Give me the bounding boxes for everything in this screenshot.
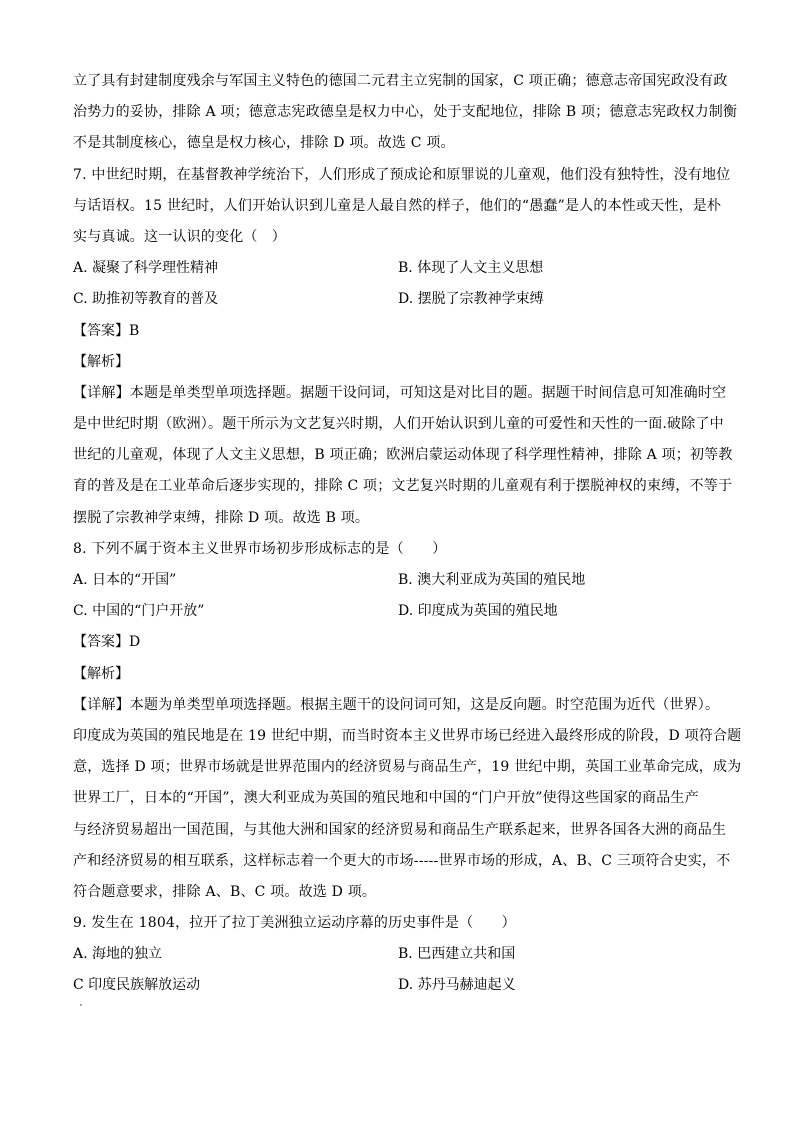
answer-label: 【答案】B xyxy=(73,322,140,339)
text-line: 不是其制度核心，德皇是权力核心，排除 D 项。故选 C 项。 xyxy=(73,135,455,152)
option-c: C. 助推初等教育的普及 xyxy=(73,291,219,308)
question-stem-line: 7. 中世纪时期，在基督教神学统治下，人们形成了预成论和原罪说的儿童观，他们没有独特性，没有地位 xyxy=(73,166,731,183)
document-page xyxy=(73,66,742,1002)
detail-line: 育的普及是在工业革命后逐步实现的，排除 C 项；文艺复兴时期的儿童观有利于摆脱神权的束缚，不等于 xyxy=(73,478,733,495)
option-c: C 印度民族解放运动 xyxy=(73,977,201,994)
option-row xyxy=(73,565,723,596)
stray-mark xyxy=(80,1004,82,1006)
detail-line: 产和经济贸易的相互联系，这样标志着一个更大的市场-----世界市场的形成，A、B、C 三项符合史实，不 xyxy=(73,852,731,869)
detail-line: 世界工厂，日本的“开国”，澳大利亚成为英国的殖民地和中国的“门户开放”使得这些国家的商品生产 xyxy=(73,790,699,807)
option-row xyxy=(73,596,723,627)
option-a: A. 海地的独立 xyxy=(73,946,163,963)
detail-line: 意，选择 D 项；世界市场就是世界范围内的经济贸易与商品生产，19 世纪中期，英国工业革命完成，成为 xyxy=(73,759,742,776)
option-d: D. 印度成为英国的殖民地 xyxy=(398,603,558,620)
detail-line: 世纪的儿童观，体现了人文主义思想，B 项正确；欧洲启蒙运动体现了科学理性精神，排除 A 项；初等教 xyxy=(73,447,733,464)
option-b: B. 体现了人文主义思想 xyxy=(398,260,544,277)
option-row xyxy=(73,253,723,284)
detail-line: 符合题意要求，排除 A、B、C 项。故选 D 项。 xyxy=(73,883,377,900)
text-line: 治势力的妥协，排除 A 项；德意志宪政德皇是权力中心，处于支配地位，排除 B 项；德意志宪政权力制衡 xyxy=(73,104,738,121)
detail-line: 印度成为英国的殖民地是在 19 世纪中期，而当时资本主义世界市场已经进入最终形成的阶段，D 项符合题 xyxy=(73,727,742,744)
option-d: D. 苏丹马赫迪起义 xyxy=(398,977,516,994)
analysis-label: 【解析】 xyxy=(73,665,129,682)
analysis-label: 【解析】 xyxy=(73,353,129,370)
option-d: D. 摆脱了宗教神学束缚 xyxy=(398,291,544,308)
detail-line: 摆脱了宗教神学束缚，排除 D 项。故选 B 项。 xyxy=(73,509,370,526)
option-b: B. 巴西建立共和国 xyxy=(398,946,516,963)
detail-line: 与经济贸易超出一国范围，与其他大洲和国家的经济贸易和商品生产联系起来，世界各国各大洲的商品生 xyxy=(73,821,727,838)
option-row xyxy=(73,970,723,1001)
prev-analysis-block xyxy=(73,66,738,160)
text-line: 立了具有封建制度残余与军国主义特色的德国二元君主立宪制的国家，C 项正确；德意志帝国宪政没有政 xyxy=(73,73,728,89)
detail-line: 【详解】本题为单类型单项选择题。根据主题干的设问词可知，这是反向题。时空范围为近代（世界）。 xyxy=(73,696,720,713)
question-9 xyxy=(73,908,723,1002)
detail-line: 是中世纪时期（欧洲）。题干所示为文艺复兴时期，人们开始认识到儿童的可爱性和天性的一面.破除了中 xyxy=(73,416,724,433)
option-row xyxy=(73,284,723,315)
option-a: A. 日本的“开国” xyxy=(73,572,177,588)
question-stem-line: 9. 发生在 1804，拉开了拉丁美洲独立运动序幕的历史事件是（ ） xyxy=(73,915,516,932)
question-stem-line: 实与真诚。这一认识的变化（ ） xyxy=(73,228,286,245)
detail-line: 【详解】本题是单类型单项选择题。据题干设问词，可知这是对比目的题。据题干时间信息可知准确时空 xyxy=(73,384,727,401)
option-c: C. 中国的“门户开放” xyxy=(73,603,205,620)
option-row xyxy=(73,939,723,970)
question-7 xyxy=(73,160,733,534)
option-a: A. 凝聚了科学理性精神 xyxy=(73,260,219,277)
question-stem-line: 8. 下列不属于资本主义世界市场初步形成标志的是（ ） xyxy=(73,540,447,557)
question-stem-line: 与话语权。15 世纪时，人们开始认识到儿童是人最自然的样子，他们的“愚蠢”是人的本性或天性，是朴 xyxy=(73,197,722,214)
question-8 xyxy=(73,534,742,908)
answer-label: 【答案】D xyxy=(73,634,141,651)
option-b: B. 澳大利亚成为英国的殖民地 xyxy=(398,572,586,588)
